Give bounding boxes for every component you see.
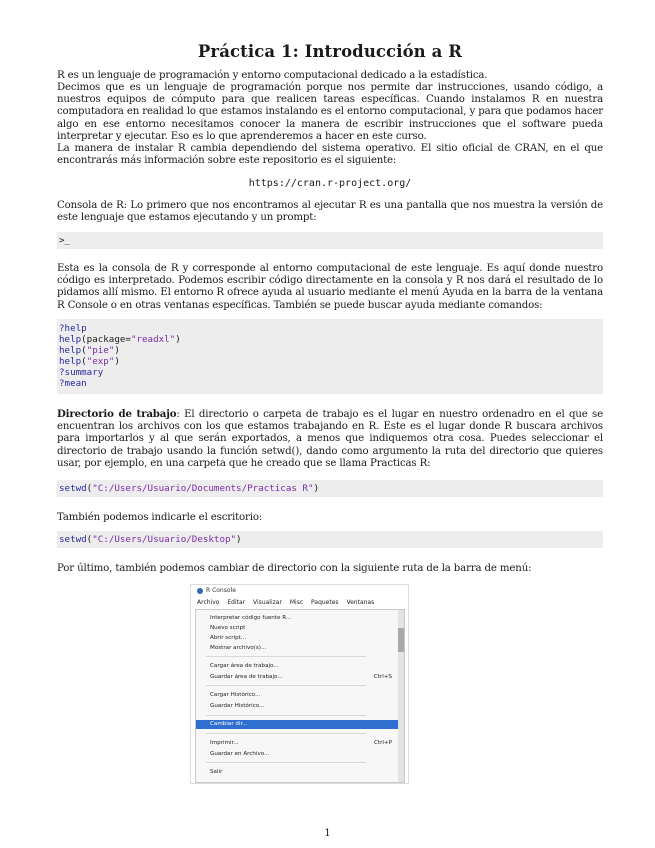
menubar-item-ventanas[interactable]: Ventanas (346, 599, 375, 606)
code-text: ) (175, 334, 181, 345)
workdir-heading: Directorio de trabajo (57, 408, 177, 420)
menubar-item-editar[interactable]: Editar (227, 599, 246, 606)
paragraph-desktop: También podemos indicarle el escritorio: (57, 512, 263, 523)
menu-item-guardar-archivo[interactable] (196, 750, 404, 759)
page-title: Práctica 1: Introducción a R (197, 42, 463, 61)
archivo-dropdown-menu (195, 609, 405, 783)
page-number: 1 (324, 828, 331, 839)
menu-item-label: Abrir script... (210, 635, 247, 641)
code-string: "exp" (86, 356, 115, 367)
menu-item-cargar-area[interactable] (196, 662, 404, 671)
menu-item-mostrar-archivos[interactable] (196, 644, 404, 653)
menu-item-label: Guardar en Archivo... (210, 751, 270, 757)
code-text: ) (236, 534, 242, 545)
code-text: ( (81, 345, 87, 356)
code-line (59, 534, 603, 545)
code-line (59, 367, 603, 378)
window-title: R Console (206, 587, 236, 594)
menu-item-label: Guardar Histórico... (210, 703, 265, 709)
code-line (59, 483, 603, 494)
menu-separator (206, 715, 366, 716)
code-string: "pie" (86, 345, 115, 356)
code-text: (package= (81, 334, 131, 345)
code-line: >_ (59, 235, 71, 246)
code-string: "C:/Users/Usuario/Documents/Practicas R" (92, 483, 314, 494)
menu-separator (206, 656, 366, 657)
menubar-item-archivo[interactable]: Archivo (197, 599, 220, 606)
menubar (191, 597, 408, 609)
code-block-help (57, 319, 603, 394)
code-text: ( (86, 534, 93, 545)
code-keyword: setwd (59, 534, 87, 545)
menu-separator (206, 762, 366, 763)
code-line (59, 334, 603, 345)
code-text: ( (81, 356, 87, 367)
paragraph-install: La manera de instalar R cambia dependiendo del sistema operativo. El sitio oficial de CRAN, en el que encontrarás más información sobre este repositorio es el siguiente: (57, 143, 603, 167)
code-text: ( (86, 483, 93, 494)
menu-item-label: Cargar Histórico... (210, 692, 261, 698)
code-block-setwd-desktop (57, 531, 603, 548)
code-string: "C:/Users/Usuario/Desktop" (92, 534, 237, 545)
code-text: ) (114, 345, 120, 356)
code-line (59, 323, 603, 334)
code-keyword: help (59, 334, 82, 345)
paragraph-workdir (57, 408, 603, 470)
code-text: ) (114, 356, 120, 367)
menu-item-label: Nuevo script (210, 625, 246, 631)
workdir-text: : El directorio o carpeta de trabajo es el lugar en nuestro ordenadro en el que se encuentran los archivos con los que estamos trabajando en R. Este es el lugar donde R buscara archivos para importarlos y al que serán exportados, a menos que indiquemos otra cosa. Puedes seleccionar el directorio de trabajo usando la función setwd(), dando como argumento la ruta del directorio que quieres usar, por ejemplo, en una carpeta que he creado que se llama Practicas R: (57, 409, 604, 469)
menu-item-abrir-script[interactable] (196, 634, 404, 643)
menubar-item-visualizar[interactable]: Visualizar (253, 599, 282, 606)
scrollbar-thumb[interactable] (398, 628, 404, 652)
menu-item-label: Salir (210, 769, 223, 775)
code-keyword: ?mean (59, 378, 87, 389)
code-string: "readxl" (130, 334, 176, 345)
menu-item-cargar-historico[interactable] (196, 691, 404, 700)
menu-item-label: Interpretar código fuente R... (210, 615, 292, 621)
cran-url: https://cran.r-project.org/ (248, 178, 412, 189)
menu-item-label: Guardar área de trabajo... (210, 674, 283, 680)
menu-item-guardar-area[interactable] (196, 673, 404, 682)
menu-item-cambiar-dir[interactable] (196, 720, 404, 729)
code-block-prompt (57, 232, 603, 249)
menu-item-label: Mostrar archivo(s)... (210, 645, 267, 651)
code-keyword: help (59, 345, 82, 356)
code-line (59, 345, 603, 356)
code-line (59, 356, 603, 367)
menu-item-interpretar[interactable] (196, 614, 404, 623)
window-titlebar (191, 585, 409, 597)
menu-separator (206, 733, 366, 734)
code-line (59, 378, 603, 389)
scrollbar-track[interactable] (398, 610, 404, 782)
menu-item-label: Cambiar dir... (210, 721, 248, 727)
menu-item-salir[interactable] (196, 768, 404, 777)
code-block-setwd-documents (57, 480, 603, 497)
paragraph-menu-path: Por último, también podemos cambiar de directorio con la siguiente ruta de la barra de menú: (57, 563, 532, 574)
paragraph-console-desc: Esta es la consola de R y corresponde al entorno computacional de este lenguaje. Es aquí donde nuestro código es interpretado. Podemos escribir código directamente en la consola y R nos dará el resultado de lo pidamos allí mismo. El entorno R ofrece ayuda al usuario mediante el menú Ayuda en la barra de la ventana R Console o en otras ventanas específicas. También se puede buscar ayuda mediante comandos: (57, 263, 603, 311)
menu-item-label: Cargar área de trabajo... (210, 663, 279, 669)
menu-item-imprimir[interactable] (196, 739, 404, 748)
paragraph-console: Consola de R: Lo primero que nos encontramos al ejecutar R es una pantalla que nos muestra la versión de este lenguaje que estamos ejecutando y un prompt: (57, 200, 603, 224)
r-menu-screenshot (190, 584, 409, 784)
code-keyword: ?summary (59, 367, 104, 378)
menu-item-guardar-historico[interactable] (196, 702, 404, 711)
code-keyword: ?help (59, 323, 87, 334)
menu-item-label: Imprimir... (210, 740, 239, 746)
menubar-item-misc[interactable]: Misc (289, 599, 304, 606)
code-keyword: help (59, 356, 82, 367)
menu-item-shortcut: Ctrl+P (373, 740, 392, 746)
code-keyword: setwd (59, 483, 87, 494)
menu-item-shortcut: Ctrl+S (373, 674, 392, 680)
menu-separator (206, 685, 366, 686)
paragraph-intro: R es un lenguaje de programación y entorno computacional dedicado a la estadística. (57, 70, 488, 81)
menu-item-nuevo-script[interactable] (196, 624, 404, 633)
r-logo-icon (197, 588, 203, 594)
code-text: ) (313, 483, 320, 494)
menubar-item-paquetes[interactable]: Paquetes (311, 599, 339, 606)
paragraph-definition: Decimos que es un lenguaje de programación porque nos permite dar instrucciones, usando código, a nuestros equipos de cómputo para que realicen tareas específicas. Cuando instalamos R en nuestra computadora en realidad lo que estamos instalando es el entorno computacional, y para que podamos hacer algo en ese entorno necesitamos conocer la manera de escribir instrucciones que el software pueda interpretar y ejecutar. Eso es lo que aprenderemos a hacer en este curso. (57, 82, 603, 142)
